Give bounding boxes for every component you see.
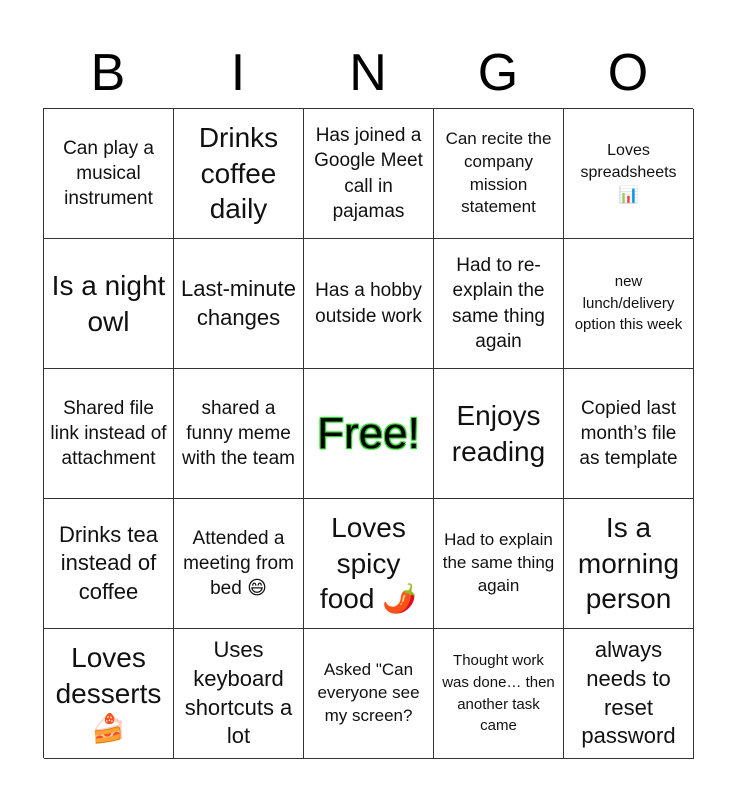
- bingo-cell-r0-c3[interactable]: [434, 109, 564, 239]
- bingo-cell-r4-c3[interactable]: [434, 629, 564, 759]
- bingo-cell-text: Asked "Can everyone see my screen?: [317, 660, 420, 725]
- bingo-cell-free[interactable]: [304, 369, 434, 499]
- bingo-cell-text: Uses keyboard shortcuts a lot: [184, 637, 293, 749]
- bingo-cell-r1-c1[interactable]: [174, 239, 304, 369]
- bingo-cell-text: Attended a meeting from bed 😄: [183, 527, 294, 600]
- bingo-cell-r0-c4[interactable]: [564, 109, 694, 239]
- bingo-cell-r4-c1[interactable]: [174, 629, 304, 759]
- bingo-cell-text: Loves spreadsheets 📊: [580, 141, 677, 204]
- header-letter-b: B: [90, 44, 126, 102]
- bingo-cell-text: Had to re-explain the same thing again: [452, 255, 545, 352]
- bingo-cell-text: Is a night owl: [51, 269, 166, 337]
- header-letter-g: G: [477, 44, 519, 102]
- bingo-cell-text: Drinks tea instead of coffee: [58, 521, 159, 604]
- header-letter-o: O: [607, 44, 649, 102]
- bingo-cell-r1-c0[interactable]: [44, 239, 174, 369]
- bingo-cell-r1-c2[interactable]: [304, 239, 434, 369]
- bingo-cell-r1-c3[interactable]: [434, 239, 564, 369]
- header-letter-i: I: [230, 44, 246, 102]
- bingo-cell-r2-c1[interactable]: [174, 369, 304, 499]
- bingo-cell-text: Drinks coffee daily: [198, 121, 279, 225]
- bingo-header: [43, 38, 693, 108]
- bingo-cell-r3-c1[interactable]: [174, 499, 304, 629]
- bingo-cell-text: Last-minute changes: [181, 275, 296, 330]
- bingo-cell-r0-c0[interactable]: [44, 109, 174, 239]
- bingo-cell-text: shared a funny meme with the team: [182, 397, 295, 470]
- bingo-cell-text: Has joined a Google Meet call in pajamas: [314, 125, 423, 222]
- bingo-cell-r4-c0[interactable]: [44, 629, 174, 759]
- bingo-cell-text: new lunch/delivery option this week: [574, 272, 683, 334]
- header-letter-n: N: [349, 44, 387, 102]
- bingo-cell-r0-c2[interactable]: [304, 109, 434, 239]
- bingo-cell-r2-c0[interactable]: [44, 369, 174, 499]
- bingo-cell-r1-c4[interactable]: [564, 239, 694, 369]
- bingo-cell-text: Copied last month’s file as template: [579, 397, 678, 470]
- bingo-cell-r2-c4[interactable]: [564, 369, 694, 499]
- bingo-cell-r2-c3[interactable]: [434, 369, 564, 499]
- bingo-cell-r3-c0[interactable]: [44, 499, 174, 629]
- bingo-cell-text: Is a morning person: [577, 511, 680, 615]
- bingo-cell-r3-c2[interactable]: [304, 499, 434, 629]
- bingo-cell-text: Enjoys reading: [451, 399, 546, 467]
- free-space-label: Free!: [317, 408, 420, 458]
- bingo-cell-text: Thought work was done… then another task came: [442, 652, 555, 735]
- bingo-cell-r0-c1[interactable]: [174, 109, 304, 239]
- bingo-cell-text: Shared file link instead of attachment: [50, 397, 167, 470]
- bingo-cell-r4-c4[interactable]: [564, 629, 694, 759]
- bingo-cell-text: Had to explain the same thing again: [442, 530, 555, 595]
- bingo-cell-text: Can play a musical instrument: [63, 137, 154, 210]
- bingo-cell-text: Loves spicy food 🌶️: [319, 511, 418, 615]
- bingo-cell-text: Loves desserts 🍰: [55, 641, 162, 745]
- bingo-board: [43, 108, 693, 758]
- bingo-cell-r3-c4[interactable]: [564, 499, 694, 629]
- bingo-cell-r3-c3[interactable]: [434, 499, 564, 629]
- bingo-cell-text: Has a hobby outside work: [315, 280, 422, 327]
- bingo-cell-r4-c2[interactable]: [304, 629, 434, 759]
- bingo-cell-text: always needs to reset password: [581, 637, 676, 749]
- bingo-cell-text: Can recite the company mission statement: [445, 128, 552, 217]
